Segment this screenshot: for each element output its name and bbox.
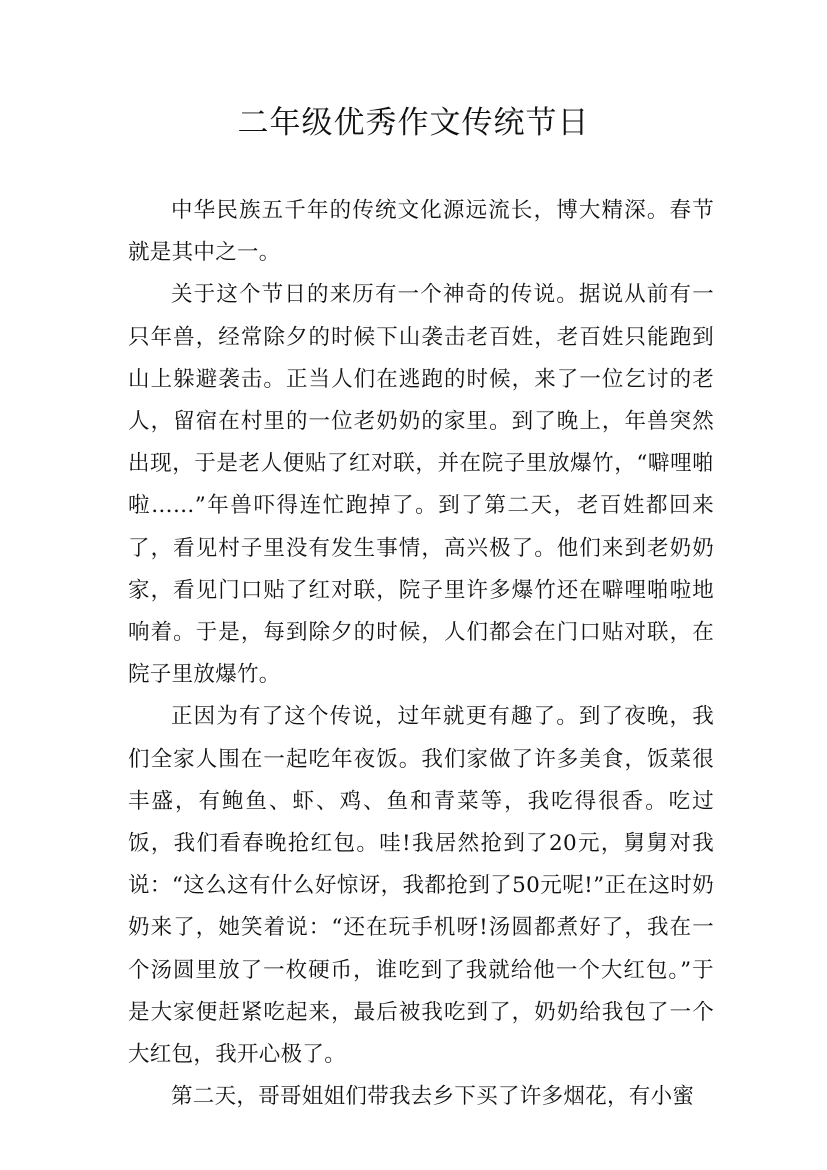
paragraph-legend: 关于这个节日的来历有一个神奇的传说。据说从前有一只年兽，经常除夕的时候下山袭击老百姓，老百姓只能跑到山上躲避袭击。正当人们在逃跑的时候，来了一位乞讨的老人，留宿在村里的一位老奶奶的家里。到了晚上，年兽突然出现，于是老人便贴了红对联，并在院子里放爆竹，“噼哩啪啦……”年兽吓得连忙跑掉了。到了第二天，老百姓都回来了，看见村子里没有发生事情，高兴极了。他们来到老奶奶家，看见门口贴了红对联，院子里许多爆竹还在噼哩啪啦地响着。于是，每到除夕的时候，人们都会在门口贴对联，在院子里放爆竹。: [128, 282, 714, 688]
paragraph-intro: 中华民族五千年的传统文化源远流长，博大精深。春节就是其中之一。: [128, 198, 714, 266]
document-title: 二年级优秀作文传统节日: [237, 105, 590, 141]
paragraph-new-year-eve: 正因为有了这个传说，过年就更有趣了。到了夜晚，我们全家人围在一起吃年夜饭。我们家做了许多美食，饭菜很丰盛，有鲍鱼、虾、鸡、鱼和青菜等，我吃得很香。吃过饭，我们看春晚抢红包。哇!我居然抢到了20元，舅舅对我说：“这么这有什么好惊讶，我都抢到了50元呢!”正在这时奶奶来了，她笑着说：“还在玩手机呀!汤圆都煮好了，我在一个汤圆里放了一枚硬币，谁吃到了我就给他一个大红包。”于是大家便赶紧吃起来，最后被我吃到了，奶奶给我包了一个大红包，我开心极了。: [128, 704, 714, 1068]
document-body: [128, 190, 714, 1118]
paragraph-second-day: 第二天，哥哥姐姐们带我去乡下买了许多烟花，有小蜜: [171, 1084, 695, 1110]
